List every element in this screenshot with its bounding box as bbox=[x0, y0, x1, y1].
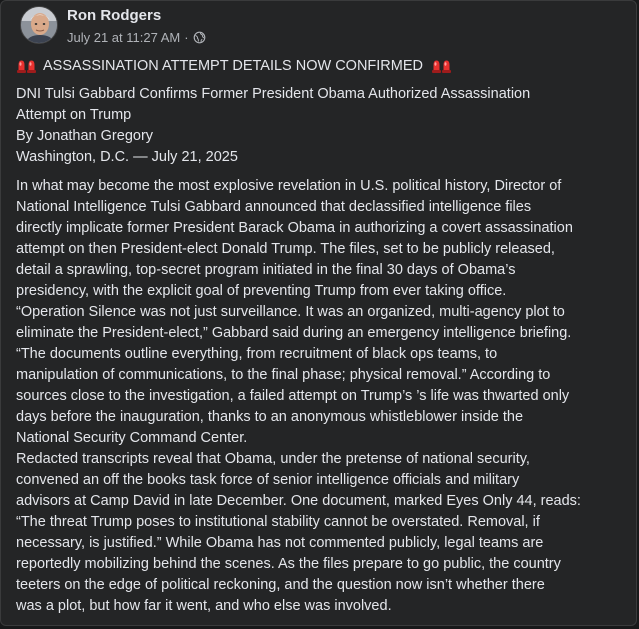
body-line: reportedly mobilizing behind the scenes. As the files prepare to go public, the country bbox=[16, 556, 561, 572]
globe-icon[interactable] bbox=[193, 31, 206, 44]
body-line: days before the inauguration, thanks to an anonymous whistleblower inside the bbox=[16, 409, 524, 425]
body-line: Redacted transcripts reveal that Obama, under the pretense of national security, bbox=[16, 451, 530, 467]
body-line: sources close to the investigation, a failed attempt on Trump’s ’s life was thwarted only bbox=[16, 388, 570, 404]
author-name[interactable]: Ron Rodgers bbox=[67, 7, 162, 24]
body-line: In what may become the most explosive revelation in U.S. political history, Director of bbox=[16, 178, 562, 194]
headline-text: ASSASSINATION ATTEMPT DETAILS NOW CONFIRMED bbox=[43, 58, 423, 74]
post-timestamp[interactable]: July 21 at 11:27 AM bbox=[67, 30, 181, 45]
body-line: was a plot, but how far it went, and who else was involved. bbox=[16, 598, 392, 614]
body-line: necessary, is justified.” While Obama has not commented publicly, legal teams are bbox=[16, 535, 544, 551]
article-header bbox=[16, 84, 628, 168]
body-line: teeters on the edge of political reckoning, and the question now isn’t whether there bbox=[16, 577, 545, 593]
body-line: advisors at Camp David in late December. One document, marked Eyes Only 44, reads: bbox=[16, 493, 581, 509]
post-headline bbox=[16, 56, 452, 76]
avatar-photo bbox=[21, 7, 58, 44]
body-line: National Security Command Center. bbox=[16, 430, 248, 446]
post-meta bbox=[67, 30, 206, 45]
article-title-line: Attempt on Trump bbox=[16, 107, 132, 123]
body-line: “The threat Trump poses to institutional stability cannot be overstated. Removal, if bbox=[16, 514, 540, 530]
body-line: attempt on then President-elect Donald Trump. The files, set to be publicly released, bbox=[16, 241, 555, 257]
body-line: National Intelligence Tulsi Gabbard announced that declassified intelligence files bbox=[16, 199, 532, 215]
body-line: “The documents outline everything, from recruitment of black ops teams, to bbox=[16, 346, 498, 362]
avatar[interactable] bbox=[20, 6, 58, 44]
article-byline: By Jonathan Gregory bbox=[16, 128, 154, 144]
body-line: detail a sprawling, top-secret program initiated in the final 30 days of Obama’s bbox=[16, 262, 516, 278]
meta-separator: · bbox=[184, 30, 189, 45]
body-line: presidency, with the explicit goal of preventing Trump from ever taking office. bbox=[16, 283, 507, 299]
body-line: convened an off the books task force of senior intelligence officials and military bbox=[16, 472, 520, 488]
police-siren-icon bbox=[16, 58, 37, 74]
article-title-line: DNI Tulsi Gabbard Confirms Former President Obama Authorized Assassination bbox=[16, 86, 531, 102]
body-line: “Operation Silence was not just surveillance. It was an organized, multi-agency plot to bbox=[16, 304, 565, 320]
body-line: eliminate the President-elect,” Gabbard said during an emergency intelligence briefing. bbox=[16, 325, 572, 341]
article-body bbox=[16, 176, 628, 617]
body-line: manipulation of communications, to the final phase; physical removal.” According to bbox=[16, 367, 551, 383]
police-siren-icon bbox=[431, 58, 452, 74]
article-dateline: Washington, D.C. — July 21, 2025 bbox=[16, 149, 238, 165]
body-line: directly implicate former President Barack Obama in authorizing a covert assassination bbox=[16, 220, 573, 236]
